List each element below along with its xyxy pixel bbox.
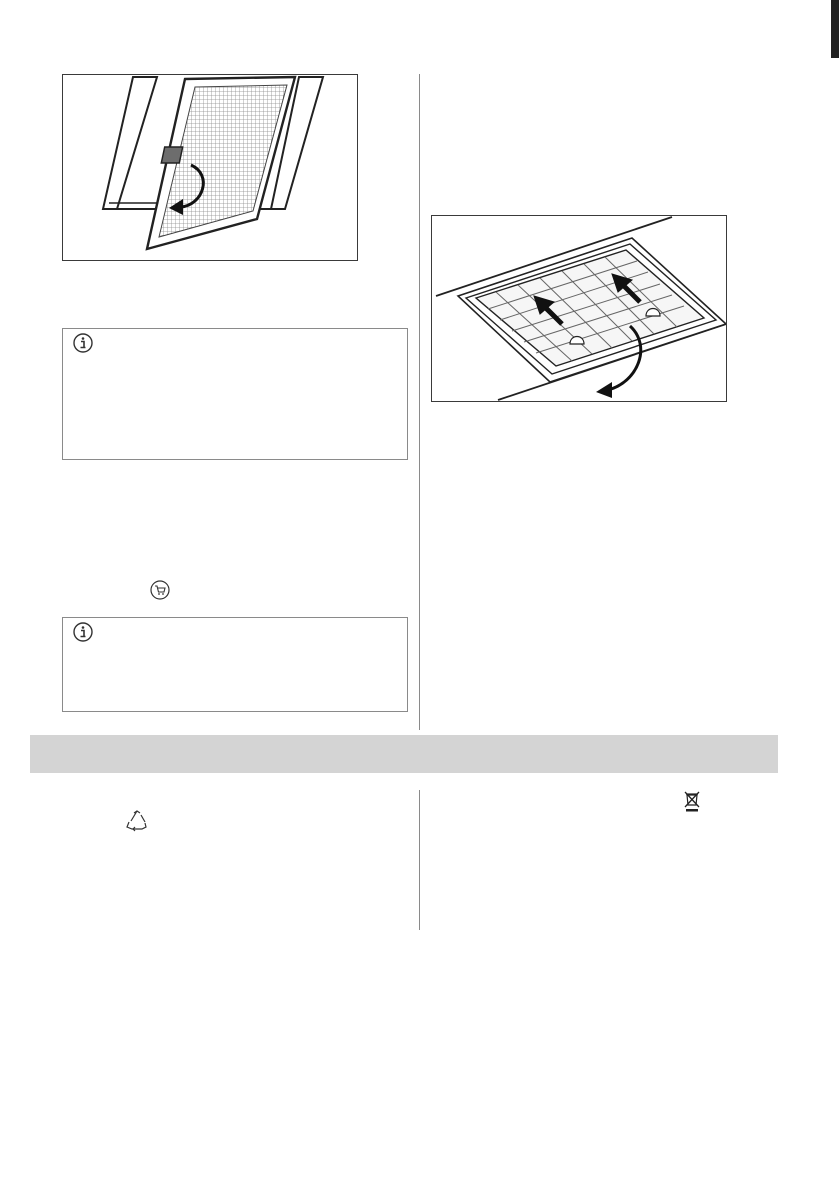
- info-icon: [73, 622, 93, 642]
- crossed-bin-icon: [683, 790, 701, 812]
- recycle-icon: [125, 810, 149, 832]
- filter-install-illustration: [431, 215, 727, 402]
- filter-install-drawing: [432, 216, 726, 401]
- column-divider-lower: [419, 790, 420, 930]
- filter-removal-illustration: [62, 74, 358, 261]
- info-icon: [73, 333, 93, 353]
- column-divider-upper: [419, 74, 420, 730]
- hood-rail-left: [103, 77, 157, 209]
- info-note-box-2: [62, 617, 408, 712]
- filter-grid: [476, 250, 704, 366]
- section-heading-bar: [30, 735, 778, 773]
- filter-removal-drawing: [63, 75, 357, 260]
- info-note-box-1: [62, 328, 408, 460]
- page-edge-marker: [831, 0, 839, 58]
- filter-handle: [161, 147, 182, 163]
- shop-cart-icon: [150, 580, 170, 600]
